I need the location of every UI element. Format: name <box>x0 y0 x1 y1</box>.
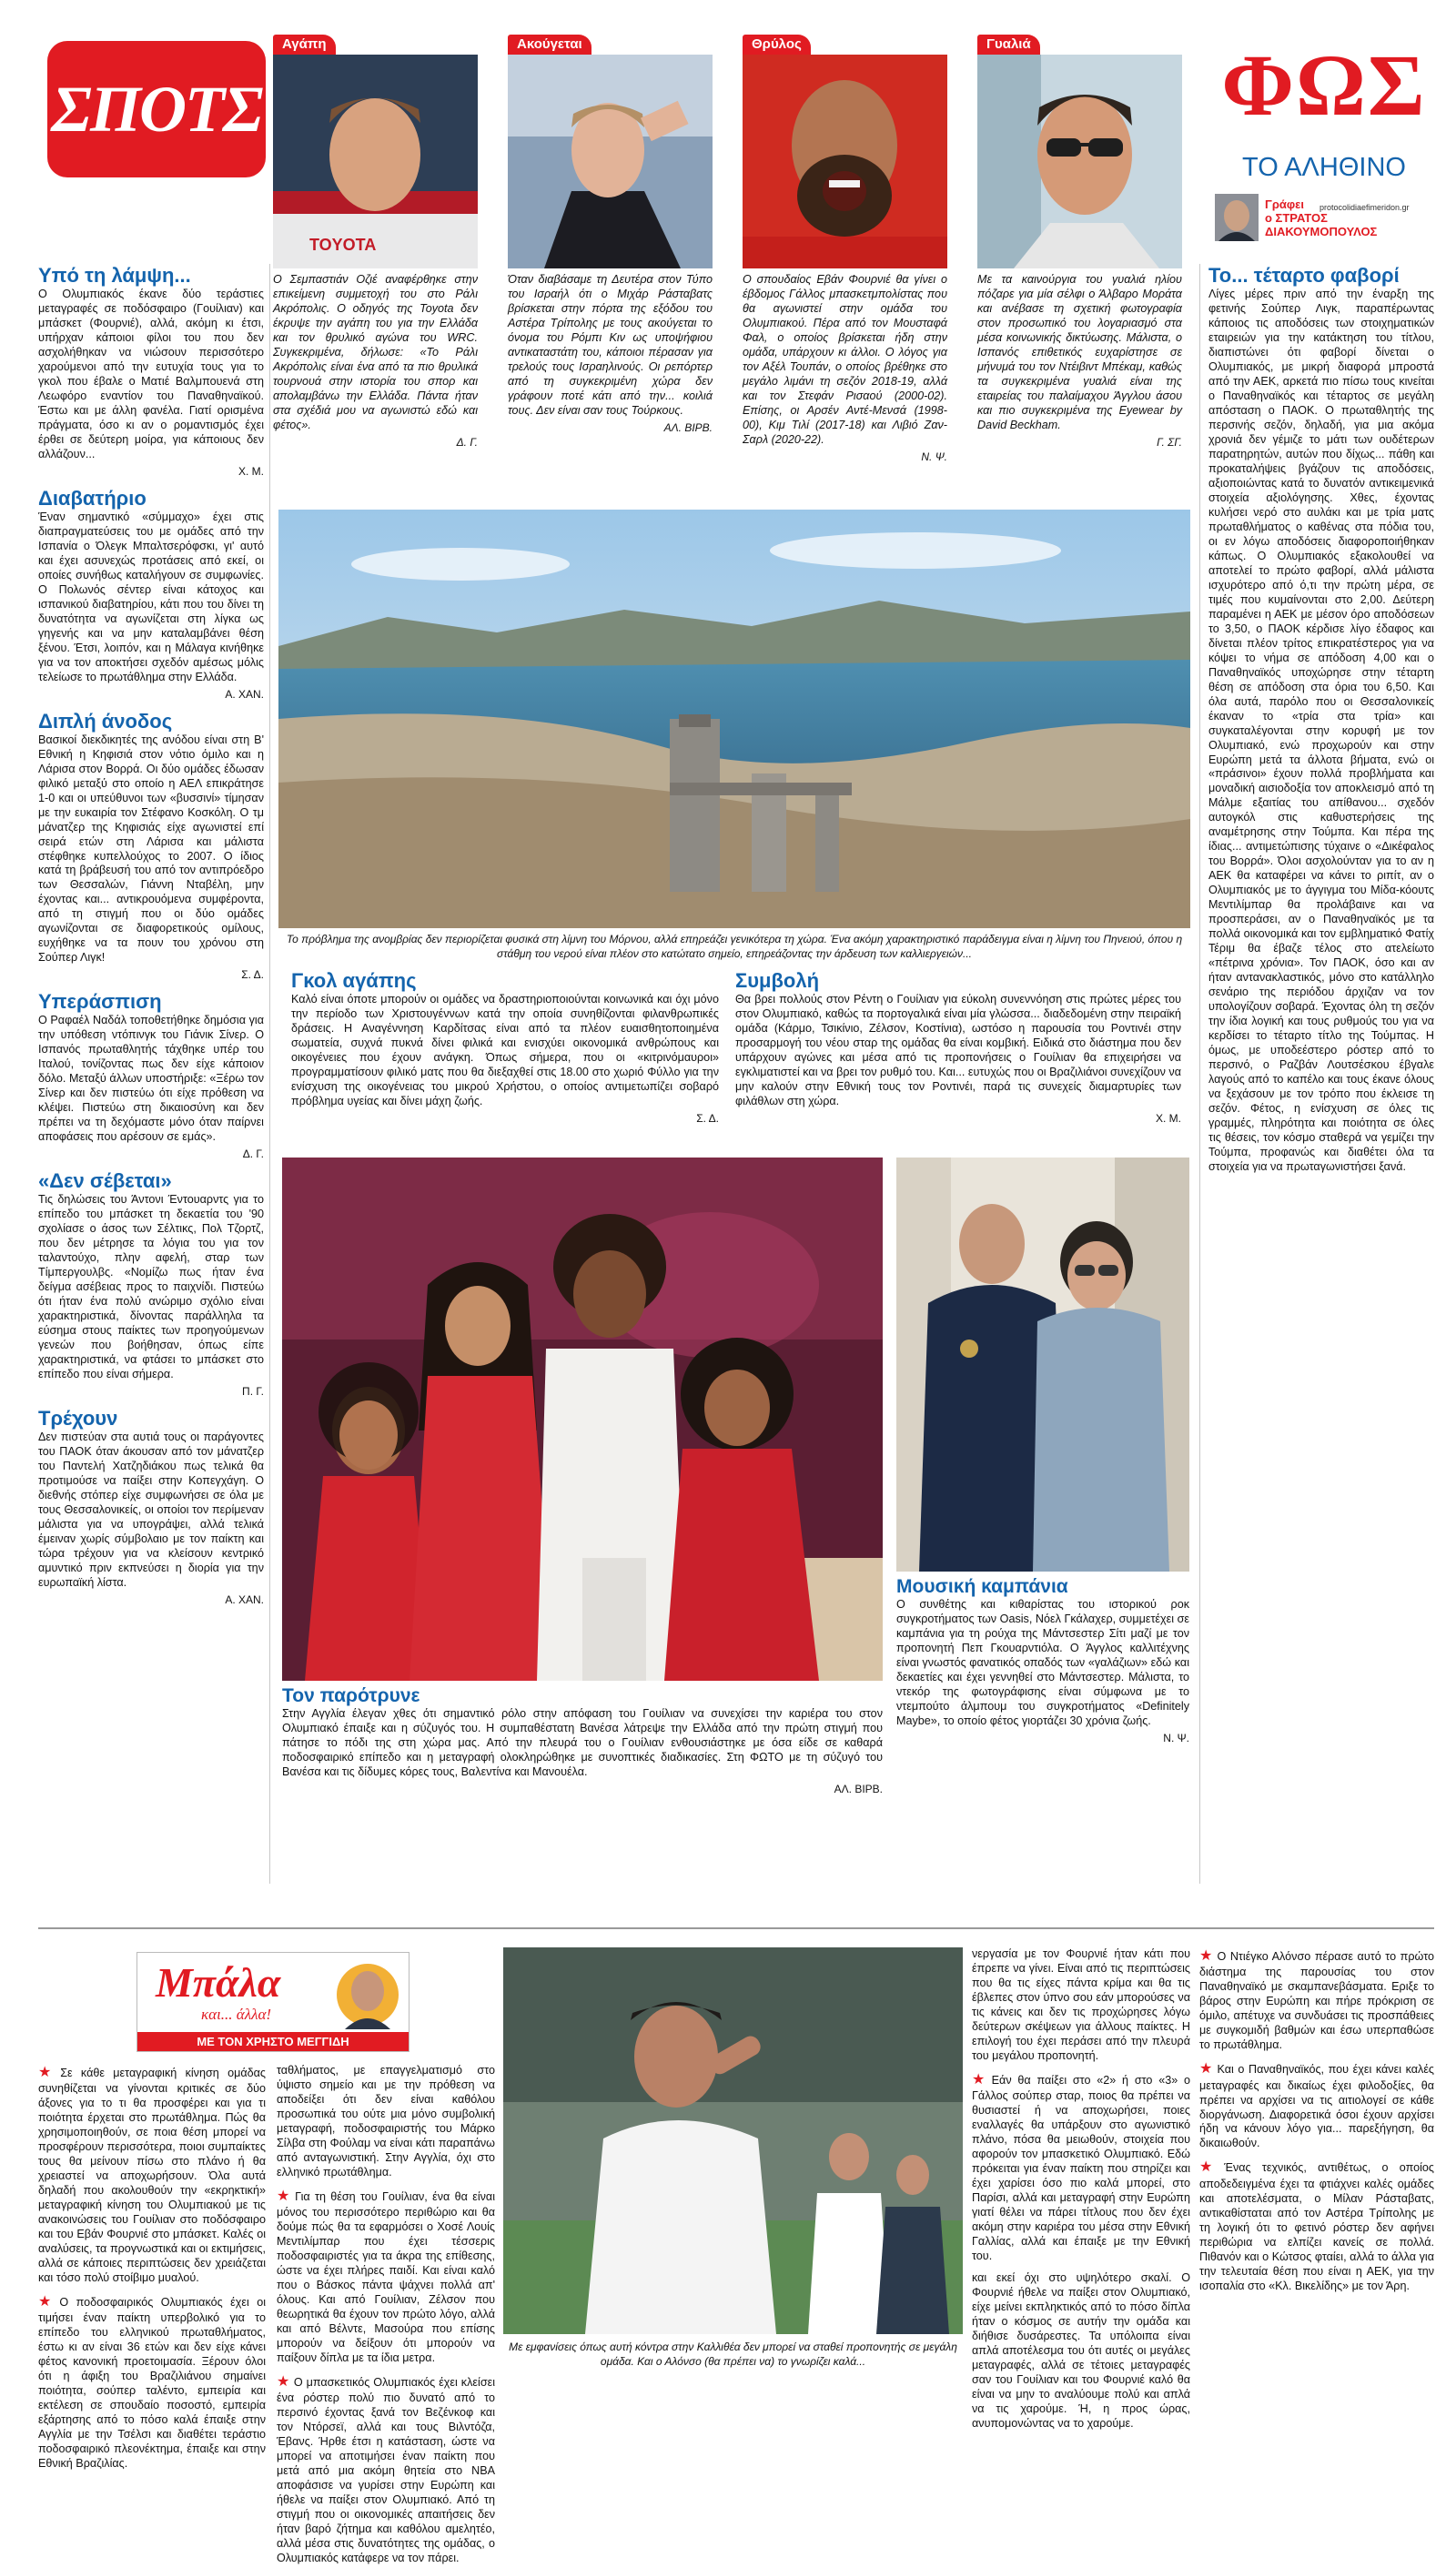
coach-photo <box>503 1947 963 2334</box>
gallagher-photo <box>896 1158 1189 1572</box>
s4-text: Ο Ραφαέλ Ναδάλ τοποθετήθηκε δημόσια για την υπόθεση ντόπινγκ του Γιάνικ Σίνερ. Ο Ισπανός πρωταθλητής τάχθηκε υπέρ του Ιταλού, τονίζοντας πως δεν είχε κάποιον δόλο. Μεταξύ άλλων υποστήριξε: «Ξέρω τον Σίνερ και δεν πιστεύω ότι είχε πρόθεση να κλέψει. Πιστεύω στη δικαιοσύνη και δεν πρέπει να τη δεχόμαστε μόνο όταν παίρνει αποφάσεις που αρέσουν σε εμάς». <box>38 1014 264 1144</box>
star-icon: ★ <box>38 2294 56 2310</box>
s6-title: Τρέχουν <box>38 1407 118 1431</box>
author-byline: Γράφει ο ΣΤΡΑΤΟΣ ΔΙΑΚΟΥΜΟΠΟΥΛΟΣ <box>1265 197 1378 238</box>
s1-sign: Χ. Μ. <box>238 464 264 478</box>
family-photo <box>282 1158 883 1681</box>
star-icon: ★ <box>1199 1948 1214 1964</box>
s1-title: Υπό τη λάμψη... <box>38 264 191 287</box>
story-golagapis: Γκολ αγάπης Καλό είναι όποτε μπορούν οι ομάδες να δραστηριοποιούνται κοινωνικά και όχι μόνο την περίοδο των Χριστουγέννων κατά την οποία συνηθίζονται φιλανθρωπικές δράσεις. Η Αναγέννηση Καρδίτσας είναι από τα πλέον ευαισθητοποιημένα σωματεία, συχνά πυκνά δίνει φιλικά και ενισχύει οικονομικά ανθρώπους και οικογένειες που έχουν ανάγκη. Όπως σήμερα, που οι «κιτρινόμαυροι» προγραμματίσουν φιλικό ματς που θα διεξαχθεί στις 18.00 στο χωριό Φύλλο για την ενίσχυση της οικογένειας του μικρού Χρήστου, ο οποίος αντιμετωπίζει σοβαρό πρόβλημα υγείας και δίνει μάχη ζωής. Σ. Δ. <box>291 969 719 1125</box>
author-avatar <box>1215 194 1259 241</box>
section-divider <box>38 1927 1434 1929</box>
star-icon: ★ <box>972 2071 988 2088</box>
tag-agapi: Αγάπη <box>273 35 336 55</box>
gossip-fournier: Ο σπουδαίος Εβάν Φουρνιέ θα γίνει ο έβδομος Γάλλος μπασκετμπολίστας που θα αγωνιστεί στην ομάδα του Ολυμπιακού. Πέρα από τον Μουσταφά Φαλ, ο οποίος βρίσκεται ήδη στην ομάδα, υπάρχουν κι άλλοι. Ο λόγος για τον Αξέλ Τουπάν, ο οποίος βρέθηκε στο μεγάλο λιμάνι τη σεζόν 2018-19, αλλά και τον Στεφάν Ρισαού (2000-02). Επίσης, οι Αρσέν Αντέ-Μενσά (1998-00), Κιμ Τιλί (2017-18) και Λιβιό Ζαν-Σαρλ (2020-22). Ν. Ψ. <box>743 273 947 463</box>
gossip-ozier: Ο Σεμπαστιάν Οζιέ αναφέρθηκε στην επικείμενη συμμετοχή του στο Ράλι Ακρόπολις. Ο οδηγός της Toyota δεν έκρυψε την αγάπη του για την Ελλάδα και τον θρυλικό αγώνα του WRC. Συγκεκριμένα, δήλωσε: «Το Ράλι Ακρόπολις είναι ένα από τα πιο θρυλικά τουρνουά στην ιστορία του σπορ και απολαμβάνω την Ελλάδα. Πάντα ήταν στα σχέδιά μου να αγωνιστώ εδώ και φέτος». Δ. Γ. <box>273 273 478 449</box>
photo-driver <box>273 55 478 268</box>
right-bottom-column: ★ Ο Ντιέγκο Αλόνσο πέρασε αυτό το πρώτο διάστημα της παρουσίας του στον Παναθηναϊκό με σκαμπανεβάσματα. Εριξε το βάρος στην Ευρώπη και πήρε πρόκριση σε όμιλο, απέτυχε να συνδυάσει τις προσπάθειες με συγκομιδή βαθμών και έσω υπερπαθώσε το πρωτάθλημα. ★ Και ο Παναθηναϊκός, που έχει κάνει καλές μεταγραφές και δικαίως έχει φιλοδοξίες, θα πρέπει να αρχίσει να τις αιτιολογεί σε κάθε διοργάνωση. Διαφορετικά όσοι έχουν αρχίσει ήδη να κάνουν λόγο για... παρεξήγηση, θα δικαιωθούν. ★ Ένας τεχνικός, αντιθέτως, ο οποίος αποδεδειγμένα έχει τα φτιάχνει καλές ομάδες και αποτελέσματα, ο Μίλαν Ράσταβατς, αντικαθίσταται από τον Αστέρα Τρίπολης με τη λογική ότι το φετινό ρόστερ δεν αφήνει περιθώρια να ελπίζει κανείς σε πολλά. Πιθανόν και ο Κώτσος φταίει, αλλά το άλλα για την τελευταία θέση που είναι η ΑΕΚ, για την ισοπαλία στο «Κλ. Βικελίδης» με τον Άρη. <box>1199 1948 1435 2292</box>
fws-subtitle: ΤΟ ΑΛΗΘΙΝΟ <box>1242 153 1406 182</box>
mpala-col1: ★ Σε κάθε μεταγραφική κίνηση ομάδας συνηθίζεται να γίνονται κριτικές σε δύο άξονες για το τι θα προσφέρει και για τι ποιότητα έρχεται στο πρωτάθλημα. Πώς θα χρησιμοποιηθούν, σε ποια θέση μπορεί να προσφέρουν περισσότερα, ποιοι συμπαίκτες τους θα μείνουν πίσω στο πλάνο ή θα χρειαστεί να αποχωρήσουν. Όλα αυτά δηλαδή που ακολουθούν την «εκρηκτική» μεταγραφική κίνηση του Ολυμπιακού με τις ανακοινώσεις του Γουίλιαν στο ποδόσφαιρο και του Εβάν Φουρνιέ στο μπάσκετ. Καλές οι αναλύσεις, τα προγνωστικά και οι εκτιμήσεις, αλλά σε κάποιες περιπτώσεις δεν χρειάζεται και τόσο πολύ στοίβιμο μυαλού. ★ Ο ποδοσφαιρικός Ολυμπιακός έχει οι τιμήσει έναν παίκτη υπερβολικό για το επίπεδο του ελληνικού πρωταθλήματος, έστω κι αν είναι 36 ετών και δεν είχε κάνει φέτος κανονική προετοιμασία. Ξέρουν όλοι ότι η άφιξη του Βραζιλιάνου σημαίνει ποιότητα, σούπερ ταλέντο, εμπειρία και εκτέλεση σε σπουδαίο ποσοστό, εμπειρία εξάρτησης από το πόσο καλά έπαιξε στην Αγγλία με την Τσέλσι και διαθέτει τεράστιο ποδοσφαιρικό πλεονέκτημα, έπαιξε και στην Εθνική Βραζιλίας. <box>38 2065 267 2471</box>
mpala-col4: νεργασία με τον Φουρνιέ ήταν κάτι που έπρεπε να γίνει. Είναι από τις περιπτώσεις που θα τις είχες πάντα κρίμα και θα τις έβλεπες στον ύπνο σου εάν μπορούσες να τις κάνεις και δεν τις προχώρησες λόγω δεύτερων σκέψεων για άλλους παίκτες. Η επιλογή του έχει περάσει από την πλευρά του μεγάλου προπονητή. ★ Εάν θα παίξει στο «2» ή στο «3» ο Γάλλος σούπερ σταρ, ποιος θα πρέπει να θυσιαστεί ή να αποχωρήσει, ποιες εναλλαγές θα υπάρξουν στο αγωνιστικό πλάνο, πόσα θα μειωθούν, στοιχεία που αφορούν τον μπασκετικό Ολυμπιακό. Εδώ πρόκειται για έναν παίκτη που στηρίζει και έχει χαρίσει όσο πιο καλά μπορεί, στο Παρίσι, αλλά και μεταγραφή στην Ευρώπη γιατί θέλει να πάρει τίτλους που δεν έχει ακόμη στην καριέρα του μέσα στην Εθνική Γαλλίας, αλλά και έπαιξε με την Εθνική του. και εκεί όχι στο υψηλότερο σκαλί. Ο Φουρνιέ ήθελε να παίξει στον Ολυμπιακό, είχε μείνει εκπληκτικός από το πόσο δίπλα ήταν ο κόσμος σε αυτήν την ομάδα και διήθισε δυσάρεστες. Τα υπόλοιπα είναι απλά αποτέλεσμα του ότι αυτές οι μεγάλες μεταγραφές, αλλά σε τέτοιες μεταγραφές σαν του Γουίλιαν και του Φουρνιέ καλό θα είναι να μην το αναλύουμε πολύ και απλά να τις χαρούμε. Ή, η προς ώρας, ανυπομονώντας να το χαρούμε. <box>972 1947 1191 2430</box>
s4-title: Υπεράσπιση <box>38 990 162 1014</box>
tag-gyalia: Γυαλιά <box>977 35 1040 55</box>
s3-title: Διπλή άνοδος <box>38 709 173 733</box>
s3-text: Βασικοί διεκδικητές της ανόδου είναι στη Β' Εθνική η Κηφισιά στον νότιο όμιλο και η Λάρισα στον Βορρά. Οι δύο ομάδες έδωσαν φιλικό μεταξύ στο οποίο η ΑΕΛ επικράτησε 1-0 και οι υπεύθυνοι των «βυσσινί» τίμησαν με την ευκαιρία τον Στέφανο Κοσκόλη. Ο τμ μάνατζερ της Κηφισιάς είχε αγωνιστεί επί σειρά ετών στη Λάρισα και μάλιστα στέφθηκε κυπελλούχος το 2007. Ο ίδιος κατά τη βράβευσή του από τον αντιπρόεδρο των Θεσσαλών, Γιάννη Νταβέλη, μην έχοντας και... αντικρουόμενα συμφέροντα, από τη στιγμή που οι δύο ομάδες αγωνίζονται σε διαφορετικούς ομίλους, ευχήθηκε να τα πουν του χρόνου στη Σούπερ Λιγκ! <box>38 733 264 965</box>
mpala-col2: ταθλήματος, με επαγγελματισμό στο ύψιστο σημείο και με την πρόθεση να αποδείξει ότι δεν είναι καθόλου προσωπικά του ούτε μια μόνο συμβολική μεταγραφή, ποδοσφαιριστής του Μάρκο Σίλβα στη Φούλαμ να είναι κάτι παραπάνω από ανταγωνιστική. Στην Αγγλία, όχι στο ελληνικό πρωτάθλημα. ★ Για τη θέση του Γουίλιαν, ένα θα είναι μόνος του περισσότερο περιθώριο και θα δούμε πώς θα τα εφαρμόσει ο Χοσέ Λουίς Μεντιλίμπαρ που έχει τέσσερις ποδοσφαιριστές για τα άκρα της επίθεσης, ώστε να έχει πλήρες παιδί. Και είναι καλό που ο Βάσκος πάντα ψάχνει πολλά απ' όλους. Και από Γουίλιαν, Ζέλσον που θεωρητικά θα έχουν τον πρώτο λόγο, αλλά και από Βέλντε, Μασούρα που επίσης μπορούν να δείξουν ότι μπορούν να παίξουν δίπλα με τα ίδια μετρα. ★ Ο μπασκετικός Ολυμπιακός έχει κλείσει ένα ρόστερ πολύ πιο δυνατό από το περσινό έχοντας ξανά τον Βεζένκοφ και τον Ντόρσεϊ, αλλά και τους Βιλντόζα, Έβανς. Ήρθε έτσι η κατάσταση, ώστε να μπορεί να αποτιμήσει έναν παίκτη που μετά από μια ακόμη θητεία στο ΝΒΑ αποφάσισε να γυρίσει στην Ευρώπη και ήθελε να παίξει στον Ολυμπιακό. Από τη στιγμή που οι οικονομικές απαιτήσεις δεν ήταν βαρό ζήτημα και καθόλου αμελητέο, αλλά μέσα στις δυνατότητες της ομάδας, ο Ολυμπιακός κατάφερε να τον πάρει. <box>277 2064 496 2565</box>
tag-thrylos: Θρύλος <box>743 35 811 55</box>
right-title: Το... τέταρτο φαβορί <box>1208 264 1400 287</box>
gossip-morata: Με τα καινούργια του γυαλιά ηλίου πόζαρε για μία σέλφι ο Άλβαρο Μοράτα και ανέβασε τη σχετική φωτογραφία στον προσωπικό του λογαριασμό στα μέσα κοινωνικής δικτύωσης. Μάλιστα, ο Ισπανός επιθετικός ευχαρίστησε σε μήνυμά του τον Ντέιβιντ Μπέκαμ, καθώς τα συγκεκριμένα γυαλιά είναι της εταιρείας του παλαίμαχου Άγγλου άσου και πιο συγκεκριμένα της Eyewear by David Beckham. Γ. ΣΓ. <box>977 273 1182 449</box>
star-icon: ★ <box>277 2374 290 2391</box>
spots-logo: ΣΠΟΤΣ <box>47 41 266 177</box>
s1-text: Ο Ολυμπιακός έκανε δύο τεράστιες μεταγραφές σε ποδόσφαιρο (Γουίλιαν) και μπάσκετ (Φουρνιέ), αλλά, ακόμη κι έτσι, υπήρχαν κάποιοι φίλοι του που δεν ασχολήθηκαν να νιώσουν περισσότερο χαρούμενοι από την ευτυχία τους για το γκολ που έβαλε ο Ματιέ Βαλμπουενά στη Λεωφόρο εναντίον του Παναθηναϊκού. Έστω και με άλλη φανέλα. Γιατί ορισμένα πράγματα, όσο κι αν ο ρομαντισμός έχει έρθει σε δεύτερη μοίρα, για κάποιους δεν αλλάζουν... <box>38 288 264 460</box>
lake-photo <box>278 510 1190 928</box>
star-icon: ★ <box>277 2188 292 2204</box>
s5-sign: Π. Γ. <box>242 1385 264 1399</box>
photo-morata <box>977 55 1182 268</box>
s6-text: Δεν πιστεύαν στα αυτιά τους οι παράγοντες του ΠΑΟΚ όταν άκουσαν από τον μάνατζερ του Παντελή Χατζηδιάκου πως τελικά θα προτιμούσε να παίξει στην Κοπεγχάγη. Ο διεθνής στόπερ είχε συμφωνήσει σε όλα με τους Θεσσαλονικείς, οι οποίοι τον περίμεναν μάλιστα για να υπογράψει, αλλά τελικά έμειναν χωρίς σύμβολαιο με τον παίκτη και τώρα τρέχουν για να κλείσουν κεντρικό αμυντικό πριν εκπνεύσει η διορία για την ευρωπαϊκή λίστα. <box>38 1431 264 1589</box>
star-icon: ★ <box>1199 2159 1221 2176</box>
s2-text: Έναν σημαντικό «σύμμαχο» έχει στις διαπραγματεύσεις του με ομάδες από την Ισπανία ο Όλεγκ Μπαλτσερόφσκι, γι' αυτό και έχει ασυνεχώς προτάσεις από εκεί, οι οποίες συνήθως καταλήγουν σε συμφωνίες. Ο Πολωνός σέντερ είναι κάτοχος και ισπανικού διαβατηρίου, κάτι που του δίνει τη δυνατότητα να αγωνίζεται στη λίγκα ως γηγενής και να μην καταλαμβάνει θέση ξένου. Έτσι, λοιπόν, και η Μάλαγα κινήθηκε για να τον αποκτήσει σχεδόν αμέσως μόλις τελείωσε το πρωτάθλημα στην Ελλάδα. <box>38 510 264 683</box>
s5-text: Τις δηλώσεις του Άντονι Έντουαρντς για το επίπεδο του μπάσκετ τη δεκαετία του '90 σχολίασε ο άσος των Σέλτικς, Πολ Τζορτζ, που δεν μέτρησε τα λόγια του για τον ταλαντούχο, πλην αφελή, σταρ των Τίμπεργουλβς. «Νομίζω πως ήταν ένα δείγμα ασέβειας προς το παιχνίδι. Πιστεύω ότι ήταν ένα πολύ ανώριμο σχόλιο είναι χαρακτηριστικά, δίνοντας παράλληλα τα εύσημα στους παίκτες των προηγούμενων γενεών που βοήθησαν, όπως είπε χαρακτηριστικά, να φτάσει το μπάσκετ στο επίπεδο που είναι σήμερα. <box>38 1193 264 1381</box>
right-column <box>1208 264 1434 1175</box>
story-mousiki: Μουσική καμπάνια Ο συνθέτης και κιθαρίστας του ιστορικού ροκ συγκροτήματος των Oasis, Νόελ Γκάλαχερ, συμμετέχει σε καμπάνια για τη ρούχα της Μάντσεστερ Σίτι μαζί με τον προπονητή Πεπ Γκουαρντιόλα. Ο Άγγλος καλλιτέχνης είναι γνωστός φανατικός οπαδός των «γαλάζιων» εδώ και δεκαετίες και έχει γεννηθεί στο Μάντσεστερ. Μάλιστα, το ντεκόρ της φωτογράφισης είναι σύμφωνα με το ντεμπούτο άλμπουμ του συγκροτήματος «Definitely Maybe», το οποίο φέτος γιορτάζει 30 χρόνια ζωής. Ν. Ψ. <box>896 1576 1189 1744</box>
left-column <box>38 264 264 1606</box>
star-icon: ★ <box>1199 2061 1214 2078</box>
svg-text:TOYOTA: TOYOTA <box>309 236 377 254</box>
gossip-rastavats: Όταν διαβάσαμε τη Δευτέρα στον Τύπο του Ισραήλ ότι ο Μιχάρ Ράσταβατς βρίσκεται στην πόρτα της εξόδου του Αστέρα Τρίπολης με τους ακούγεται το όνομα του Ρόμπι Κιν ως υποψήφιου αντικαταστάτη του, κάποιοι πέρασαν για τρελούς τους Ισραηλινούς. Οι ρεπόρτερ από τη συγκεκριμένη χώρα δεν γράφουν ποτέ κάτι από την... κοιλιά τους. Δεν είναι σαν τους Τούρκους. ΑΛ. ΒΙΡΒ. <box>508 273 713 434</box>
photo-fournier <box>743 55 947 268</box>
s6-sign: Α. ΧΑΝ. <box>225 1592 264 1606</box>
watermark: protocolidiaefimeridon.gr <box>1320 203 1410 212</box>
coach-caption: Με εμφανίσεις όπως αυτή κόντρα στην Καλλιθέα δεν μπορεί να σταθεί προπονητής σε μεγάλη ομάδα. Και ο Αλόνσο (θα πρέπει να) το γνωρίζει καλά... <box>509 2341 957 2368</box>
tag-akougetai: Ακούγεται <box>508 35 592 55</box>
s3-sign: Σ. Δ. <box>241 968 264 982</box>
s2-sign: Α. ΧΑΝ. <box>225 687 264 701</box>
star-icon: ★ <box>38 2065 57 2080</box>
story-symvoli: Συμβολή Θα βρει πολλούς στον Ρέντη ο Γουίλιαν για εύκολη συνεννόηση στις πρώτες μέρες του στον Ολυμπιακό, καθώς τα πορτογαλικά είναι μία γλώσσα... διαδεδομένη στην πειραϊκή ομάδα (Κάρμο, Τσικίνιο, Ζέλσον, Κοστίνια), ωστόσο η παρουσία του Ροντινέι στην προσαρμογή του νέου σταρ της ομάδας θα είναι κομβική. Ειδικά στο διάστημα που δεν υπάρχουν αγώνες και μέσα από τις προπονήσεις ο Γουίλιαν θα επιχειρήσει να εγκλιματιστεί και να βρει τον ρυθμό του. Και... ευτυχώς που οι Βραζιλιάνοι συνεχίζουν να μην καλούν στην Εθνική τους τον Ροντινέι, παρά τις συνεχείς διαμαρτυρίες των φιλάθλων στη χώρα. Χ. Μ. <box>735 969 1181 1125</box>
story-parortous: Τον παρότρυνε Στην Αγγλία έλεγαν χθες ότι σημαντικό ρόλο στην απόφαση του Γουίλιαν να συνεχίσει την καριέρα του στον Ολυμπιακό έπαιξε και η σύζυγός του. Η συμπαθέστατη Βανέσα λάτρεψε την Ελλάδα από την πρώτη στιγμή που πάτησε το πόδι της στη χώρα μας. Από την πλευρά του ο Γουίλιαν ενθουσιάστηκε με όσα είδε σε καθαρά ποδοσφαιρικό επίπεδο και η μεταγραφή ολοκληρώθηκε με συνοπτικές διαδικασίες. Στη ΦΩΤΟ με τη σύζυγό του Βανέσα και τις δίδυμες κόρες τους, Βαλεντίνα και Μανουέλα. ΑΛ. ΒΙΡΒ. <box>282 1685 883 1795</box>
fws-logo: ΦΩΣ <box>1221 36 1427 134</box>
mpala-logo: Μπάλα και... άλλα! ΜΕ ΤΟΝ ΧΡΗΣΤΟ ΜΕΓΓΙΔΗ <box>136 1952 410 2052</box>
right-text: Λίγες μέρες πριν από την έναρξη της φετινής Σούπερ Λιγκ, παραπέρωντας κάποιος τις αποδόσεις των στοιχηματικών εταιρειών για την κατάκτηση του τίτλου, διαπιστώνει ότι φαβορί δίνεται ο Ολυμπιακός, με μικρή διαφορά μπροστά από την ΑΕΚ, αρκετά πιο πίσω τους κινείται ο Παναθηναϊκός και τέταρτος σε μεγάλη απόσταση ο ΠΑΟΚ. Ο πρωταθλητής της περσινής σεζόν, δηλαδή, για μια ακόμα χρονιά δεν γέμιζε το μάτι των ουδέτερων παρατηρητών, αυτών που δίχως... πάθη και προκαταλήψεις βγάζουν τις αποδόσεις, αξιοποιώντας κατά το δυνατόν αντικειμενικά στοιχεία αξιολόγησης. Χθες, έχοντας κυλήσει νερό στο αυλάκι και με τρία ματς πρωταθλήματος ο καθένας στα πόδια του, οι εν λόγω αποδόσεις διαφοροποιήθηκαν κάπως. Ο Ολυμπιακός εξακολουθεί να αποτελεί το πρώτο φαβορί, αλλά μάλιστα ισχυρότερο από ό,τι την πρώτη μέρα, σε τιμές που κυμαίνονται στο 2,00. Δεύτερη παραμένει η ΑΕΚ με μέσον όρο αποδόσεων το 3,50, ο ΠΑΟΚ κέρδισε λίγο έδαφος και δίνεται πλέον τρίτος επικρατέστερος για να κόψει το νήμα σε απόδοση 4,00 και ο Παναθηναϊκός υποχώρησε στην τέταρτη θέση σε απόδοση στα όρια του 6,50. Και όλα αυτά, παρόλο που οι Θεσσαλονικείς έκαναν το «τρία στα τρία» και συγκαταλέγονται στην κορυφή με τον Ολυμπιακό, ενώ προχωρούν και στην Ευρώπη μετά τα άλλοτα βήματα, ενώ οι «πράσινοι» έχουν πολλά προβλήματα και μοναδική αισιοδοξία τον αποκλεισμό από τη Μάλμε εξαιτίας του απίθανου... σχεδόν αυτογκόλ στις καθυστερήσεις της αναμέτρησης στην Τούμπα. Και πέρα της ίδιας... αντιμετώπισης τύχαινε ο «Δικέφαλος του Βορρά». Όλοι ασχολούνταν για το αν η ΑΕΚ θα καταφέρει να κάνει το ριπίτ, αν ο Ολυμπιακός με το άγγιγμα του Μίδα-κόουτς Μεντιλίμπαρ θα προλάβαινε και να προσπεράσει, αν ο Παναθηναϊκός με τα πολλά οικονομικά και τον εμβληματικό Φατίχ Τέριμ θα έβαζε τέλος στο ατελείωτο «πέτρινα χρόνια». Τον ΠΑΟΚ, όσο και αν ήταν αντανακλαστικός, μόνο στο κατάλληλο σενάριο της περιόδου άρχιζαν να τον υπολογίζουν σοβαρά. Έχοντας όλη τη σεζόν την ίδια λογική και τους ρυθμούς του για να κερδίσει το τέταρτο τίτλο της Τούμπας. Η όμως, με υποδεέστερο ρόστερ από το περσινό, ο Ραζβάν Λουτσέσκου έβγαλε λαγούς από το καπέλο και τους έκανε όλους να ξεχάσουν με τον τρόπο που έκλεισε τη σεζόν. Φέτος, η ενίσχυση σε όλες τις γραμμές, πληρότητα και ποιότητα σε όλες τις θέσεις, τον κόσμο σταθερά να γεμίζει την Τούμπα, προφανώς και διαθέτει όλα τα στοιχεία για να πρωταγωνιστήσει ξανά. <box>1208 288 1434 1174</box>
photo-coach-keane <box>508 55 713 268</box>
s4-sign: Δ. Γ. <box>242 1148 264 1161</box>
s5-title: «Δεν σέβεται» <box>38 1169 172 1193</box>
s2-title: Διαβατήριο <box>38 486 147 510</box>
lake-caption: Το πρόβλημα της ανομβρίας δεν περιορίζεται φυσικά στη λίμνη του Μόρνου, αλλά επηρεάζει γενικότερα τη χώρα. Ένα ακόμη χαρακτηριστικό παράδειγμα είναι η λίμνη του Πηνειού, όπου η στάθμη του νερού είναι πλέον στο κατώτατο σημείο, επηρεάζοντας την άρδευση των καλλιεργειών... <box>286 933 1183 960</box>
